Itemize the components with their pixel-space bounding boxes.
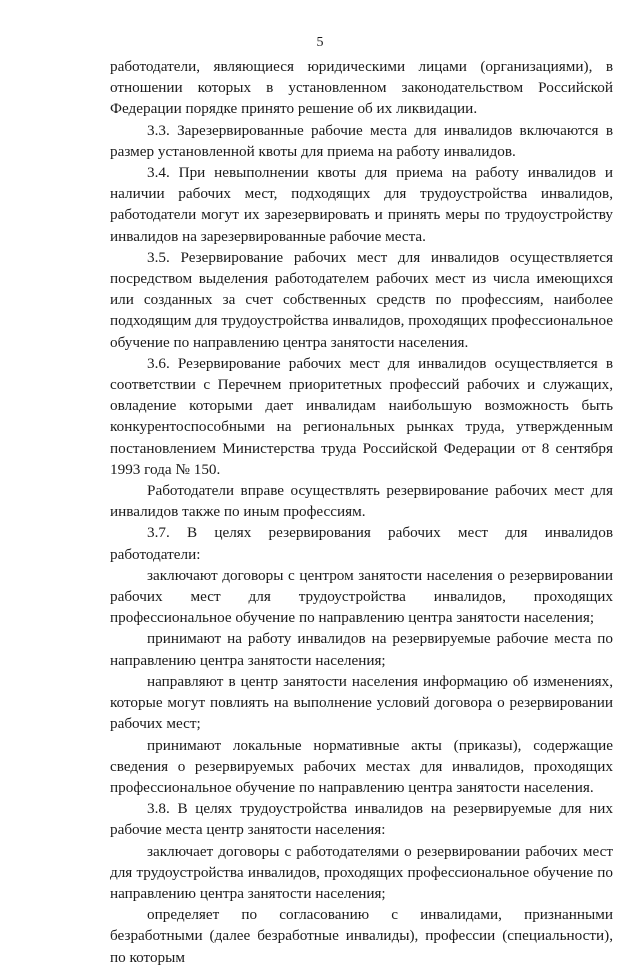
paragraph: 3.7. В целях резервирования рабочих мест для инвалидов работодатели:	[110, 524, 613, 563]
paragraph: определяет по согласованию с инвалидами, признанными безработными (далее безработные инвалиды), профессии (специальности), по которым	[110, 906, 613, 966]
page-number: 5	[316, 35, 324, 50]
paragraph: принимают локальные нормативные акты (приказы), содержащие сведения о резервируемых рабочих местах для инвалидов, проходящих профессиональное обучение по направлению центра занятости населения.	[110, 736, 613, 796]
paragraph: 3.4. При невыполнении квоты для приема на работу инвалидов и наличии рабочих мест, подходящих для трудоустройства инвалидов, работодатели могут их зарезервировать и принять меры по трудоустройству инвалидов на зарезервированные рабочие места.	[110, 164, 613, 245]
paragraph: 3.3. Зарезервированные рабочие места для инвалидов включаются в размер установленной квоты для приема на работу инвалидов.	[110, 121, 613, 160]
paragraph: заключают договоры с центром занятости населения о резервировании рабочих мест для трудоустройства инвалидов, проходящих профессиональное обучение по направлению центра занятости населения;	[110, 566, 613, 627]
paragraph: направляют в центр занятости населения информацию об изменениях, которые могут повлиять на выполнение условий договора о резервировании рабочих мест;	[110, 672, 613, 733]
paragraph: принимают на работу инвалидов на резервируемые рабочие места по направлению центра занятости населения;	[110, 630, 613, 669]
paragraph: Работодатели вправе осуществлять резервирование рабочих мест для инвалидов также по иным профессиям.	[110, 482, 613, 521]
document-body	[110, 56, 613, 968]
paragraph: заключает договоры с работодателями о резервировании рабочих мест для трудоустройства инвалидов, проходящих профессиональное обучение по направлению центра занятости населения;	[110, 842, 613, 902]
paragraph: 3.8. В целях трудоустройства инвалидов на резервируемые для них рабочие места центр занятости населения:	[110, 800, 613, 839]
paragraph: 3.5. Резервирование рабочих мест для инвалидов осуществляется посредством выделения работодателем рабочих мест из числа имеющихся или созданных за счет собственных средств по профессиям, наиболее подходящим для трудоустройства инвалидов, проходящих профессиональное обучение по направлению центра занятости населения.	[110, 248, 613, 351]
paragraph: работодатели, являющиеся юридическими лицами (организациями), в отношении которых в установленном законодательством Российской Федерации порядке принято решение об их ликвидации.	[110, 58, 613, 118]
paragraph: 3.6. Резервирование рабочих мест для инвалидов осуществляется в соответствии с Перечнем приоритетных профессий рабочих и служащих, овладение которыми дает инвалидам наибольшую возможность быть конкурентоспособными на региональных рынках труда, утвержденным постановлением Министерства труда Российской Федерации от 8 сентября 1993 года № 150.	[110, 354, 613, 478]
